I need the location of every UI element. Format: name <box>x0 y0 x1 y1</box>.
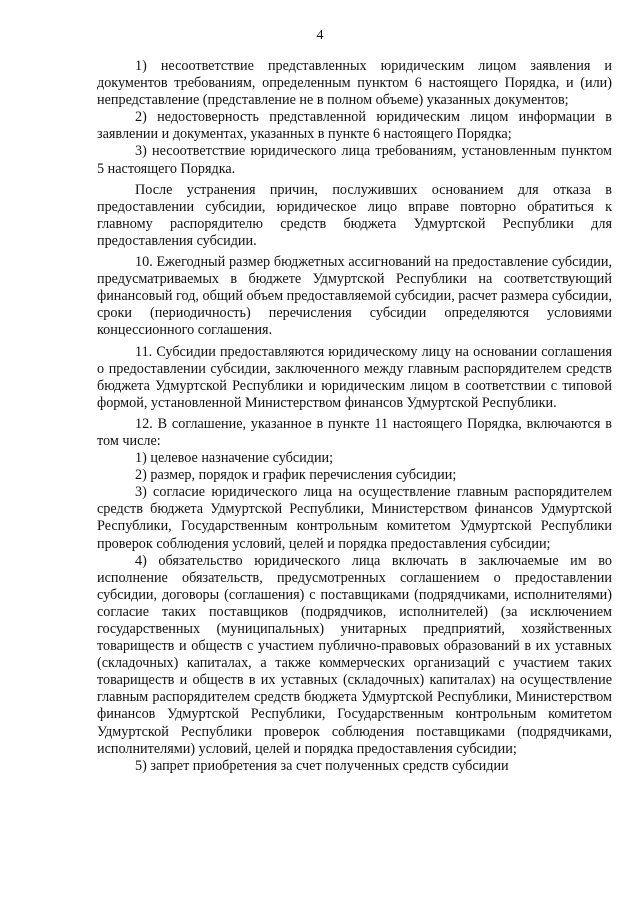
paragraph-refusal-reason-3: 3) несоответствие юридического лица требованиям, установленным пунктом 5 настоящего Порядка. <box>97 143 612 177</box>
document-body <box>97 58 612 775</box>
paragraph-clause-12: 12. В соглашение, указанное в пункте 11 настоящего Порядка, включаются в том числе: <box>97 415 612 449</box>
paragraph-agreement-item-1: 1) целевое назначение субсидии; <box>135 450 334 467</box>
page-number: 4 <box>316 28 324 43</box>
paragraph-agreement-item-2: 2) размер, порядок и график перечисления субсидии; <box>135 467 457 484</box>
paragraph-reapply: После устранения причин, послуживших основанием для отказа в предоставлении субсидии, юридическое лицо вправе повторно обратиться к главному распорядителю средств бюджета Удмуртской Республики для предоставления субсидии. <box>97 181 612 249</box>
paragraph-agreement-item-3: 3) согласие юридического лица на осуществление главным распорядителем средств бюджета Удмуртской Республики, Министерством финансов Удмуртской Республики, Государственным контрольным комитетом Удмуртской Республики проверок соблюдения условий, целей и порядка предоставления субсидии; <box>97 484 612 552</box>
paragraph-agreement-item-4: 4) обязательство юридического лица включать в заключаемые им во исполнение обязательств, предусмотренных соглашением о предоставлении субсидии, договоры (соглашения) с поставщиками (подрядчиками, исполнителями) согласие таких поставщиков (подрядчиков, исполнителей) (за исключением государственных (муниципальных) унитарных предприятий, хозяйственных товариществ и обществ с участием публично-правовых образований в их уставных (складочных) капиталах, а также коммерческих организаций с участием таких товариществ и обществ в их уставных (складочных) капиталах) на осуществление главным распорядителем средств бюджета Удмуртской Республики, Министерством финансов Удмуртской Республики, Государственным контрольным комитетом Удмуртской Республики проверок соблюдения поставщиками (подрядчиками, исполнителями) условий, целей и порядка предоставления субсидии; <box>97 552 612 757</box>
paragraph-agreement-item-5: 5) запрет приобретения за счет полученных средств субсидии <box>135 757 509 774</box>
paragraph-clause-11: 11. Субсидии предоставляются юридическому лицу на основании соглашения о предоставлении субсидии, заключенного между главным распорядителем средств бюджета Удмуртской Республики и юридическим лицом в соответствии с типовой формой, установленной Министерством финансов Удмуртской Республики. <box>97 343 612 411</box>
paragraph-refusal-reason-1: 1) несоответствие представленных юридическим лицом заявления и документов требованиям, определенным пунктом 6 настоящего Порядка, и (или) непредставление (представление не в полном объеме) указанных документов; <box>97 58 612 109</box>
paragraph-refusal-reason-2: 2) недостоверность представленной юридическим лицом информации в заявлении и документах, указанных в пункте 6 настоящего Порядка; <box>97 109 612 143</box>
paragraph-clause-10: 10. Ежегодный размер бюджетных ассигнований на предоставление субсидии, предусматриваемых в бюджете Удмуртской Республики на соответствующий финансовый год, общий объем предоставляемой субсидии, расчет размера субсидии, сроки (периодичность) перечисления субсидии определяются условиями концессионного соглашения. <box>97 254 612 339</box>
